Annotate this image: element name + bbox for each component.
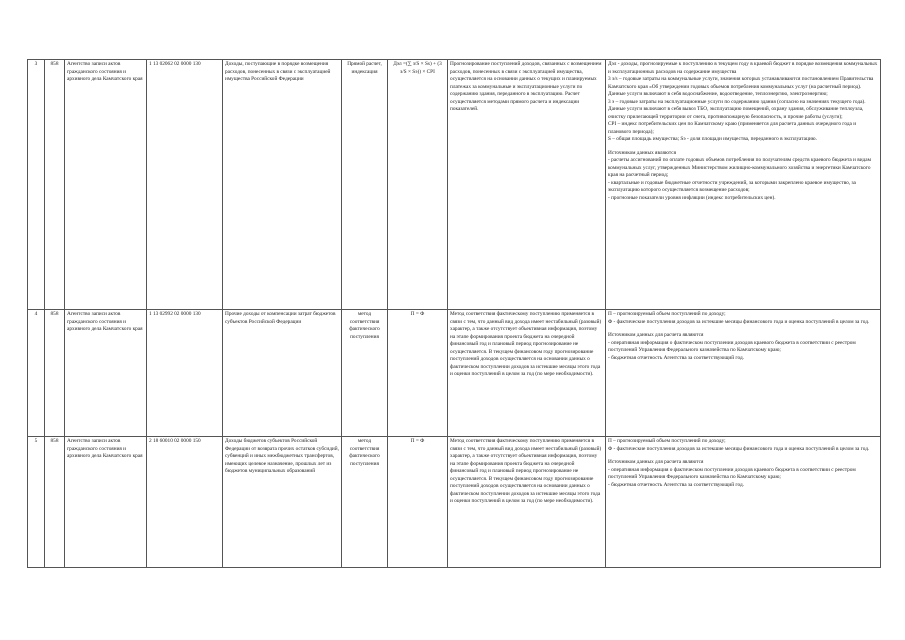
kbk-cell: 1 13 02062 02 0000 130	[147, 60, 223, 310]
algorithm-cell: Метод соответствия фактическому поступлению применяется в связи с тем, что данный вид дохода имеет нестабильный (разовый) характер, а также отсутствует объективная информация, поэтому на этапе формирования проекта бюджета на очередной финансовый год и плановый период прогнозирование не осуществляется. В текущем финансовом году прогнозирование поступлений доходов осуществляется на основании данных о фактическом поступлении доходов за истекшие месяцы этого года и оценки поступлений в целом за год (по мере необходимости).	[448, 310, 606, 437]
kbk-cell: 2 18 60010 02 0000 150	[147, 437, 223, 568]
formula-cell: П = Ф	[388, 310, 448, 437]
method-cell: Прямой расчет, индексация	[342, 60, 388, 310]
admin-name-cell: Агентство записи актов гражданского состояния и архивного дела Камчатского края	[65, 437, 147, 568]
indicator-line: П – прогнозируемый объем поступлений по доходу;	[608, 438, 726, 444]
indicator-line: - прогнозные показатели уровня инфляции (индекс потребительских цен).	[608, 194, 776, 201]
indicator-line: - квартальные и годовые бюджетные отчетности учреждений, за которыми закреплено краевое имущество, за эксплуатацию которого осуществляется возмещение расходов;	[608, 179, 856, 194]
indicators-cell	[606, 60, 881, 310]
admin-name-cell: Агентство записи актов гражданского состояния и архивного дела Камчатского края	[65, 60, 147, 310]
indicator-line: 3 з/s – годовые затраты на коммунальные услуги, значения которых устанавливаются постановлением Правительства Камчатского края «Об утверждении годовых объемов потребления коммунальных услуг (на расчетный период). Данные услуги включают в себя водоснабжение, водоотведение, теплоэнергию, электроэнергию;	[608, 76, 874, 98]
admin-name-cell: Агентство записи актов гражданского состояния и архивного дела Камчатского края	[65, 310, 147, 437]
indicator-line: Источником данных для расчета являются	[608, 459, 704, 466]
indicator-line: Ф - фактические поступления доходов за истекшие месяцы финансового года и оценка поступлений в целом за год.	[608, 445, 870, 452]
indicators-cell	[606, 310, 881, 437]
row-number: 3	[28, 60, 45, 310]
indicator-line: Дэл - доходы, прогнозируемые к поступлению в текущем году в краевой бюджет в порядке возмещения коммунальных и эксплуатационных расходов на содержание имущества	[608, 61, 878, 75]
row-number: 5	[28, 437, 45, 568]
algorithm-cell: Метод соответствия фактическому поступлению применяется в связи с тем, что данный вид дохода имеет нестабильный (разовый) характер, а также отсутствует объективная информация, поэтому на этапе формирования проекта бюджета на очередной финансовый год и плановый период прогнозирование не осуществляется. В текущем финансовом году прогнозирование поступлений доходов осуществляется на основании данных о фактическом поступлении доходов за истекшие месяцы этого года и оценки поступлений в целом за год (по мере необходимости).	[448, 437, 606, 568]
indicator-line: Источником данных являются	[608, 149, 677, 156]
indicator-line: S – общая площадь имущества; Sэ - доля площади имущества, переданного в эксплуатацию.	[608, 136, 817, 143]
admin-code-cell: 858	[45, 437, 65, 568]
algorithm-cell: Прогнозирование поступлений доходов, связанных с возмещением расходов, понесенных в связи с эксплуатацией имущества, осуществляется на основании данных о текущих и планируемых платежах за коммунальные и эксплуатационные услуги по содержанию здания, переданного в эксплуатацию. Расчет осуществляется методами прямого расчета и индексации показателей.	[448, 60, 606, 310]
indicator-line: - бюджетная отчетность Агентства за соответствующий год.	[608, 354, 744, 361]
indicator-line: Ф - фактические поступления доходов за истекшие месяцы финансового года и оценка поступлений в целом за год.	[608, 318, 870, 325]
method-cell: метод соответствия фактического поступления	[342, 437, 388, 568]
admin-code-cell: 858	[45, 310, 65, 437]
forecast-method-table	[27, 59, 881, 568]
method-cell: метод соответствия фактического поступления	[342, 310, 388, 437]
row-number: 4	[28, 310, 45, 437]
indicator-line: 3 э – годовые затраты на эксплуатационные услуги по содержанию здания (согласно на значениях текущего года). Данные услуги включают в себя вывоз ТБО, эксплуатацию помещений, охрану здания, обслуживание теплоузла, очистку прилегающей территории от снега, противопожарную безопасность, и прочие работы (услуги);	[608, 98, 866, 120]
indicator-line: Источником данных для расчета являются	[608, 332, 704, 339]
income-name-cell: Доходы, поступающие в порядке возмещения расходов, понесенных в связи с эксплуатацией имущества Российской Федерации	[223, 60, 342, 310]
table-row	[28, 60, 881, 310]
indicator-line: - оперативная информация о фактическом поступлении доходов краевого бюджета в соответствии с реестром поступлений Управления Федерального казначейства по Камчатскому краю;	[608, 339, 856, 354]
kbk-cell: 1 13 02992 02 0000 130	[147, 310, 223, 437]
indicator-line: П – прогнозируемый объем поступлений по доходу;	[608, 311, 726, 317]
table-row	[28, 437, 881, 568]
formula-cell: Дэл =(∑ з/S × Ss) + (3 з/S × Sэ)) × СРІ	[388, 60, 448, 310]
formula-cell: П = Ф	[388, 437, 448, 568]
admin-code-cell: 858	[45, 60, 65, 310]
table-row	[28, 310, 881, 437]
income-name-cell: Доходы бюджетов субъектов Российской Федерации от возврата прочих остатков субсидий, субвенций и иных межбюджетных трансфертов, имеющих целевое назначение, прошлых лет из бюджетов муниципальных образований	[223, 437, 342, 568]
indicators-cell	[606, 437, 881, 568]
indicator-line: - оперативная информация о фактическом поступлении доходов краевого бюджета в соответствии с реестром поступлений Управления Федерального казначейства по Камчатскому краю;	[608, 466, 856, 481]
indicator-line: - бюджетная отчетность Агентства за соответствующий год.	[608, 481, 744, 488]
income-name-cell: Прочие доходы от компенсации затрат бюджетов субъектов Российской Федерации	[223, 310, 342, 437]
indicator-line: - расчеты ассигнований по оплате годовых объемов потребления по получателям средств краевого бюджета и видам коммунальных услуг, утвержденных Министерством жилищно-коммунального хозяйства и энергетики Камчатского края на расчетный период;	[608, 157, 871, 179]
indicator-line: СРІ – индекс потребительских цен по Камчатскому краю (применяется для расчета данных очередного года и планового периода);	[608, 121, 857, 135]
